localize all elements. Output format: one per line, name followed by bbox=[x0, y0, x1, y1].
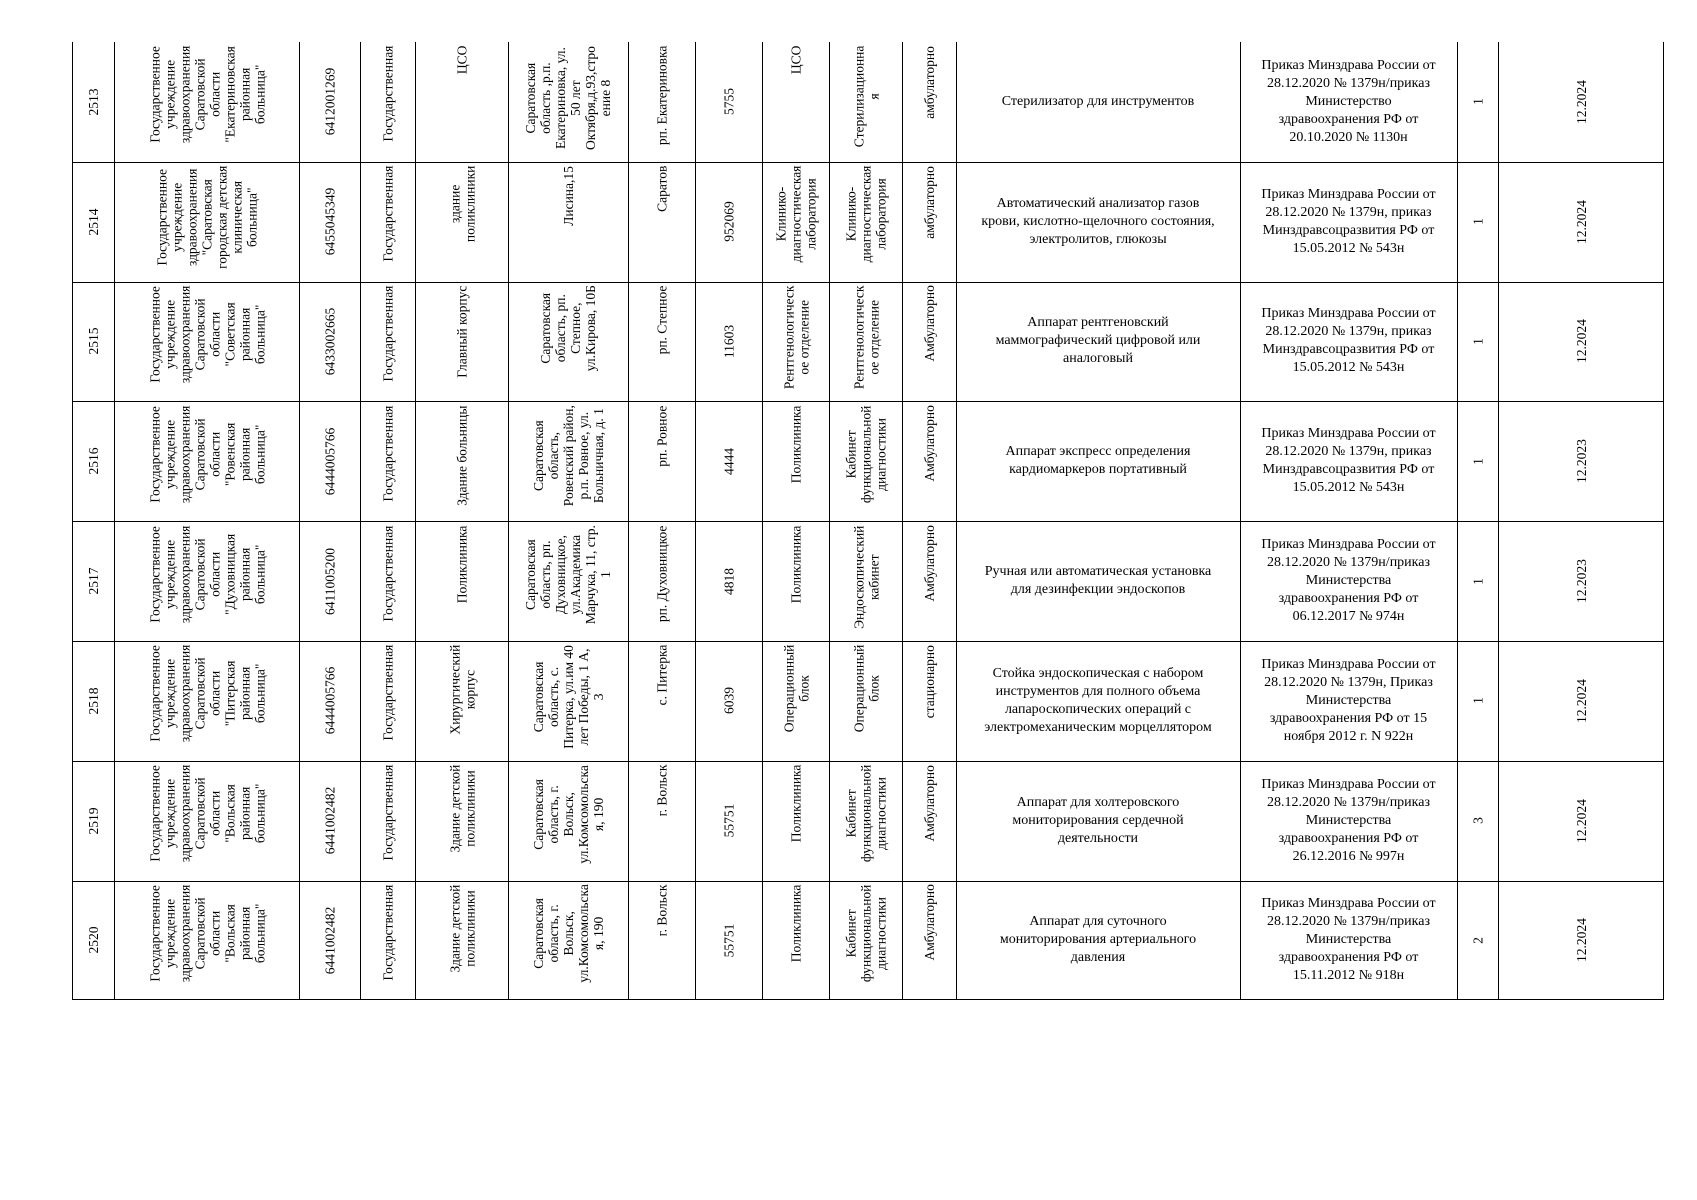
cell-equipment bbox=[956, 42, 1240, 162]
form-text: Государственная bbox=[380, 45, 396, 142]
equipment-text: Аппарат для холтеровского мониторирования сердечной деятельности bbox=[1012, 794, 1184, 846]
cell-building bbox=[415, 162, 508, 282]
oktmo-text: 952069 bbox=[721, 201, 737, 242]
cell-inn bbox=[299, 42, 360, 162]
equipment-text: Аппарат экспресс определения кардиомаркеров портативный bbox=[1005, 444, 1191, 478]
cell-date bbox=[1498, 881, 1664, 1001]
form-text: Государственная bbox=[380, 405, 396, 502]
date-text: 12.2024 bbox=[1573, 199, 1589, 244]
cell-equipment bbox=[956, 401, 1240, 521]
cell-equipment bbox=[956, 641, 1240, 761]
cell-address bbox=[508, 282, 628, 402]
cell-inn bbox=[299, 162, 360, 282]
form-text: Государственная bbox=[380, 165, 396, 262]
cell-form bbox=[360, 881, 415, 1001]
qty-text: 2 bbox=[1470, 937, 1486, 944]
building-text: Здание больницы bbox=[454, 405, 470, 506]
oktmo-text: 6039 bbox=[721, 687, 737, 715]
address-text: Саратовская область, Ровенский район, р.п. Ровное, ул. Больничная, д. 1 bbox=[530, 405, 606, 507]
cell-room bbox=[829, 282, 902, 402]
cell-form bbox=[360, 521, 415, 641]
cell-form bbox=[360, 162, 415, 282]
cell-inn bbox=[299, 761, 360, 881]
num-text: 2518 bbox=[85, 687, 101, 715]
org-text: Государственное учреждение здравоохранения Саратовской области "Советская районная больница" bbox=[146, 285, 267, 384]
num-text: 2515 bbox=[85, 327, 101, 355]
cell-date bbox=[1498, 162, 1664, 282]
building-text: Хирургический корпус bbox=[446, 644, 477, 735]
cell-locality bbox=[628, 761, 695, 881]
cell-unit bbox=[762, 881, 829, 1001]
cell-equipment bbox=[956, 162, 1240, 282]
room-text: Клинико- диагностическая лаборатория bbox=[843, 165, 889, 263]
address-text: Саратовская область, рп. Духовницкое, ул.Академика Марчука, 11, стр. 1 bbox=[523, 525, 614, 625]
order-text: Приказ Минздрава России от 28.12.2020 № 1379н, Приказ Министерства здравоохранения РФ от 15 ноября 2012 г. N 922н bbox=[1261, 656, 1436, 744]
cell-org bbox=[114, 521, 299, 641]
cell-room bbox=[829, 761, 902, 881]
cell-locality bbox=[628, 641, 695, 761]
order-text: Приказ Минздрава России от 28.12.2020 № 1379н, приказ Минздравсоцразвития РФ от 15.05.2012 № 543н bbox=[1261, 426, 1436, 496]
cell-num bbox=[72, 881, 114, 1001]
table-row bbox=[72, 761, 1664, 881]
date-text: 12.2023 bbox=[1573, 559, 1589, 604]
cell-unit bbox=[762, 401, 829, 521]
cell-oktmo bbox=[695, 42, 762, 162]
cell-locality bbox=[628, 401, 695, 521]
cell-care bbox=[902, 401, 956, 521]
num-text: 2517 bbox=[85, 567, 101, 595]
inn-text: 6441002482 bbox=[322, 786, 338, 855]
address-text: Лисина,15 bbox=[560, 165, 576, 226]
form-text: Государственная bbox=[380, 644, 396, 741]
building-text: Поликлиника bbox=[454, 525, 470, 603]
cell-room bbox=[829, 521, 902, 641]
cell-order bbox=[1240, 401, 1457, 521]
org-text: Государственное учреждение здравоохранения "Саратовская городская детская клиническая больница" bbox=[154, 165, 260, 270]
cell-locality bbox=[628, 42, 695, 162]
equipment-text: Аппарат для суточного мониторирования артериального давления bbox=[999, 914, 1197, 966]
cell-address bbox=[508, 641, 628, 761]
cell-care bbox=[902, 162, 956, 282]
cell-qty bbox=[1457, 641, 1498, 761]
order-text: Приказ Минздрава России от 28.12.2020 № 1379н, приказ Минздравсоцразвития РФ от 15.05.2012 № 543н bbox=[1261, 306, 1436, 376]
cell-address bbox=[508, 42, 628, 162]
locality-text: г. Вольск bbox=[654, 884, 670, 937]
cell-inn bbox=[299, 881, 360, 1001]
equipment-text: Ручная или автоматическая установка для дезинфекции эндоскопов bbox=[984, 564, 1212, 598]
date-text: 12.2024 bbox=[1573, 319, 1589, 364]
cell-form bbox=[360, 401, 415, 521]
cell-care bbox=[902, 282, 956, 402]
oktmo-text: 55751 bbox=[721, 923, 737, 958]
table-row bbox=[72, 521, 1664, 641]
equipment-text: Автоматический анализатор газов крови, кислотно-щелочного состояния, электролитов, глюкозы bbox=[981, 195, 1215, 247]
cell-date bbox=[1498, 401, 1664, 521]
cell-locality bbox=[628, 521, 695, 641]
cell-equipment bbox=[956, 282, 1240, 402]
inn-text: 6411005200 bbox=[322, 547, 338, 615]
cell-num bbox=[72, 162, 114, 282]
unit-text: Операционный блок bbox=[780, 644, 811, 733]
order-text: Приказ Минздрава России от 28.12.2020 № 1379н/приказ Министерства здравоохранения РФ от 15.11.2012 № 918н bbox=[1261, 896, 1436, 984]
num-text: 2520 bbox=[85, 926, 101, 954]
cell-org bbox=[114, 641, 299, 761]
room-text: Операционный блок bbox=[850, 644, 881, 733]
cell-address bbox=[508, 761, 628, 881]
cell-order bbox=[1240, 761, 1457, 881]
cell-building bbox=[415, 282, 508, 402]
equipment-text: Стойка эндоскопическая с набором инструментов для полного объема лапароскопических операций с электромеханическим морцеллятором bbox=[984, 665, 1212, 735]
cell-care bbox=[902, 521, 956, 641]
cell-org bbox=[114, 761, 299, 881]
cell-qty bbox=[1457, 162, 1498, 282]
qty-text: 1 bbox=[1470, 338, 1486, 345]
date-text: 12.2024 bbox=[1573, 798, 1589, 843]
locality-text: Саратов bbox=[654, 165, 670, 213]
cell-care bbox=[902, 641, 956, 761]
building-text: здание поликлиники bbox=[446, 165, 477, 243]
cell-form bbox=[360, 761, 415, 881]
cell-qty bbox=[1457, 761, 1498, 881]
cell-inn bbox=[299, 641, 360, 761]
cell-room bbox=[829, 401, 902, 521]
cell-form bbox=[360, 42, 415, 162]
cell-inn bbox=[299, 282, 360, 402]
locality-text: рп. Духовницкое bbox=[654, 525, 670, 622]
qty-text: 1 bbox=[1470, 697, 1486, 705]
cell-qty bbox=[1457, 42, 1498, 162]
cell-oktmo bbox=[695, 401, 762, 521]
building-text: Здание детской поликлиники bbox=[446, 884, 477, 973]
cell-date bbox=[1498, 42, 1664, 162]
unit-text: Поликлиника bbox=[788, 525, 804, 603]
cell-building bbox=[415, 761, 508, 881]
address-text: Саратовская область, г. Вольск, ул.Комсомольска я, 190 bbox=[530, 764, 606, 864]
cell-locality bbox=[628, 162, 695, 282]
cell-num bbox=[72, 282, 114, 402]
org-text: Государственное учреждение здравоохранения Саратовской области "Духовницкая районная больница" bbox=[146, 525, 267, 623]
cell-num bbox=[72, 521, 114, 641]
cell-order bbox=[1240, 881, 1457, 1001]
inn-text: 6455045349 bbox=[322, 187, 338, 256]
cell-num bbox=[72, 42, 114, 162]
room-text: Стерилизационна я bbox=[850, 45, 881, 148]
building-text: ЦСО bbox=[454, 45, 470, 75]
qty-text: 3 bbox=[1470, 817, 1486, 825]
org-text: Государственное учреждение здравоохранения Саратовской области "Вольская районная больница" bbox=[146, 884, 267, 983]
cell-org bbox=[114, 42, 299, 162]
cell-building bbox=[415, 641, 508, 761]
order-text: Приказ Минздрава России от 28.12.2020 № 1379н/приказ Министерства здравоохранения РФ от 26.12.2016 № 997н bbox=[1261, 776, 1436, 864]
oktmo-text: 5755 bbox=[721, 88, 737, 116]
form-text: Государственная bbox=[380, 525, 396, 622]
order-text: Приказ Минздрава России от 28.12.2020 № 1379н, приказ Минздравсоцразвития РФ от 15.05.2012 № 543н bbox=[1261, 186, 1436, 256]
date-text: 12.2023 bbox=[1573, 439, 1589, 484]
room-text: Кабинет функциональной диагностики bbox=[843, 764, 889, 863]
table-row bbox=[72, 641, 1664, 761]
cell-qty bbox=[1457, 401, 1498, 521]
locality-text: рп. Ровное bbox=[654, 405, 670, 467]
locality-text: рп. Екатериновка bbox=[654, 45, 670, 146]
care-text: Амбулаторно bbox=[921, 525, 937, 602]
cell-equipment bbox=[956, 881, 1240, 1001]
cell-address bbox=[508, 521, 628, 641]
cell-order bbox=[1240, 521, 1457, 641]
table-row bbox=[72, 162, 1664, 282]
cell-form bbox=[360, 282, 415, 402]
inn-text: 6441002482 bbox=[322, 906, 338, 975]
org-text: Государственное учреждение здравоохранения Саратовской области "Питерская районная больница" bbox=[146, 644, 267, 743]
table-row bbox=[72, 401, 1664, 521]
equipment-text: Стерилизатор для инструментов bbox=[1001, 93, 1195, 109]
num-text: 2514 bbox=[85, 208, 101, 236]
equipment-text: Аппарат рентгеновский маммографический цифровой или аналоговый bbox=[995, 315, 1201, 367]
cell-date bbox=[1498, 282, 1664, 402]
equipment-table bbox=[72, 42, 1664, 1057]
oktmo-text: 4444 bbox=[721, 447, 737, 475]
care-text: Амбулаторно bbox=[921, 764, 937, 842]
room-text: Эндоскопический кабинет bbox=[850, 525, 881, 629]
oktmo-text: 55751 bbox=[721, 803, 737, 838]
cell-date bbox=[1498, 761, 1664, 881]
address-text: Саратовская область, с. Питерка, ул.им 40 лет Победы, 1 А, 3 bbox=[530, 644, 606, 749]
cell-oktmo bbox=[695, 641, 762, 761]
table-row bbox=[72, 42, 1664, 162]
unit-text: Клинико- диагностическая лаборатория bbox=[773, 165, 819, 263]
care-text: стационарно bbox=[921, 644, 937, 719]
cell-num bbox=[72, 761, 114, 881]
cell-locality bbox=[628, 282, 695, 402]
cell-date bbox=[1498, 641, 1664, 761]
room-text: Рентгенологическ ое отделение bbox=[850, 285, 881, 390]
cell-inn bbox=[299, 521, 360, 641]
cell-org bbox=[114, 162, 299, 282]
cell-equipment bbox=[956, 761, 1240, 881]
qty-text: 1 bbox=[1470, 457, 1486, 465]
org-text: Государственное учреждение здравоохранения Саратовской области "Екатериновская районная больница" bbox=[146, 45, 267, 144]
cell-building bbox=[415, 881, 508, 1001]
cell-unit bbox=[762, 641, 829, 761]
cell-unit bbox=[762, 521, 829, 641]
unit-text: ЦСО bbox=[788, 45, 804, 75]
qty-text: 1 bbox=[1470, 218, 1486, 226]
address-text: Саратовская область, г. Вольск, ул.Комсомольска я, 190 bbox=[530, 884, 606, 984]
table-row bbox=[72, 282, 1664, 402]
building-text: Здание детской поликлиники bbox=[446, 764, 477, 853]
cell-building bbox=[415, 521, 508, 641]
cell-oktmo bbox=[695, 881, 762, 1001]
cell-date bbox=[1498, 521, 1664, 641]
unit-text: Поликлиника bbox=[788, 764, 804, 843]
cell-form bbox=[360, 641, 415, 761]
cell-equipment bbox=[956, 521, 1240, 641]
oktmo-text: 11603 bbox=[721, 324, 737, 359]
unit-text: Поликлиника bbox=[788, 884, 804, 963]
cell-building bbox=[415, 42, 508, 162]
cell-org bbox=[114, 881, 299, 1001]
cell-order bbox=[1240, 42, 1457, 162]
cell-org bbox=[114, 401, 299, 521]
inn-text: 6444005766 bbox=[322, 667, 338, 735]
date-text: 12.2024 bbox=[1573, 678, 1589, 723]
cell-care bbox=[902, 881, 956, 1001]
cell-care bbox=[902, 42, 956, 162]
cell-qty bbox=[1457, 881, 1498, 1001]
cell-order bbox=[1240, 162, 1457, 282]
room-text: Кабинет функциональной диагностики bbox=[843, 405, 889, 503]
table-row bbox=[72, 881, 1664, 1001]
cell-num bbox=[72, 641, 114, 761]
cell-locality bbox=[628, 881, 695, 1001]
form-text: Государственная bbox=[380, 884, 396, 981]
qty-text: 1 bbox=[1470, 98, 1486, 106]
oktmo-text: 4818 bbox=[721, 567, 737, 595]
care-text: Амбулаторно bbox=[921, 884, 937, 961]
num-text: 2519 bbox=[85, 807, 101, 835]
num-text: 2513 bbox=[85, 88, 101, 116]
cell-unit bbox=[762, 162, 829, 282]
cell-order bbox=[1240, 282, 1457, 402]
order-text: Приказ Минздрава России от 28.12.2020 № 1379н/приказ Министерства здравоохранения РФ от 06.12.2017 № 974н bbox=[1261, 537, 1436, 625]
cell-unit bbox=[762, 761, 829, 881]
cell-oktmo bbox=[695, 162, 762, 282]
cell-unit bbox=[762, 42, 829, 162]
cell-room bbox=[829, 881, 902, 1001]
unit-text: Рентгенологическ ое отделение bbox=[780, 285, 811, 390]
cell-num bbox=[72, 401, 114, 521]
cell-unit bbox=[762, 282, 829, 402]
org-text: Государственное учреждение здравоохранения Саратовской области "Вольская районная больница" bbox=[146, 764, 267, 863]
qty-text: 1 bbox=[1470, 577, 1486, 585]
org-text: Государственное учреждение здравоохранения Саратовской области "Ровенская районная больница" bbox=[146, 405, 267, 503]
cell-qty bbox=[1457, 521, 1498, 641]
cell-qty bbox=[1457, 282, 1498, 402]
care-text: Амбулаторно bbox=[921, 285, 937, 362]
unit-text: Поликлиника bbox=[788, 405, 804, 483]
form-text: Государственная bbox=[380, 285, 396, 382]
address-text: Саратовская область, рп. Степное, ул.Кирова, 10Б bbox=[538, 285, 599, 372]
cell-inn bbox=[299, 401, 360, 521]
care-text: амбулаторно bbox=[921, 45, 937, 119]
care-text: Амбулаторно bbox=[921, 405, 937, 482]
cell-org bbox=[114, 282, 299, 402]
cell-care bbox=[902, 761, 956, 881]
cell-room bbox=[829, 162, 902, 282]
cell-address bbox=[508, 401, 628, 521]
cell-address bbox=[508, 881, 628, 1001]
form-text: Государственная bbox=[380, 764, 396, 861]
room-text: Кабинет функциональной диагностики bbox=[843, 884, 889, 983]
cell-order bbox=[1240, 641, 1457, 761]
inn-text: 6444005766 bbox=[322, 427, 338, 496]
inn-text: 6433002665 bbox=[322, 307, 338, 376]
building-text: Главный корпус bbox=[454, 285, 470, 378]
care-text: амбулаторно bbox=[921, 165, 937, 239]
order-text: Приказ Минздрава России от 28.12.2020 № 1379н/приказ Министерство здравоохранения РФ от 20.10.2020 № 1130н bbox=[1261, 57, 1436, 145]
date-text: 12.2024 bbox=[1573, 79, 1589, 124]
cell-building bbox=[415, 401, 508, 521]
cell-room bbox=[829, 641, 902, 761]
locality-text: рп. Степное bbox=[654, 285, 670, 355]
cell-address bbox=[508, 162, 628, 282]
cell-oktmo bbox=[695, 521, 762, 641]
locality-text: с. Питерка bbox=[654, 644, 670, 706]
address-text: Саратовская область ,р.п. Екатериновка, ул. 50 лет Октября,д.93,стро ение 8 bbox=[523, 45, 614, 150]
locality-text: г. Вольск bbox=[654, 764, 670, 817]
num-text: 2516 bbox=[85, 447, 101, 475]
inn-text: 6412001269 bbox=[322, 68, 338, 136]
cell-room bbox=[829, 42, 902, 162]
cell-oktmo bbox=[695, 282, 762, 402]
date-text: 12.2024 bbox=[1573, 918, 1589, 963]
cell-oktmo bbox=[695, 761, 762, 881]
